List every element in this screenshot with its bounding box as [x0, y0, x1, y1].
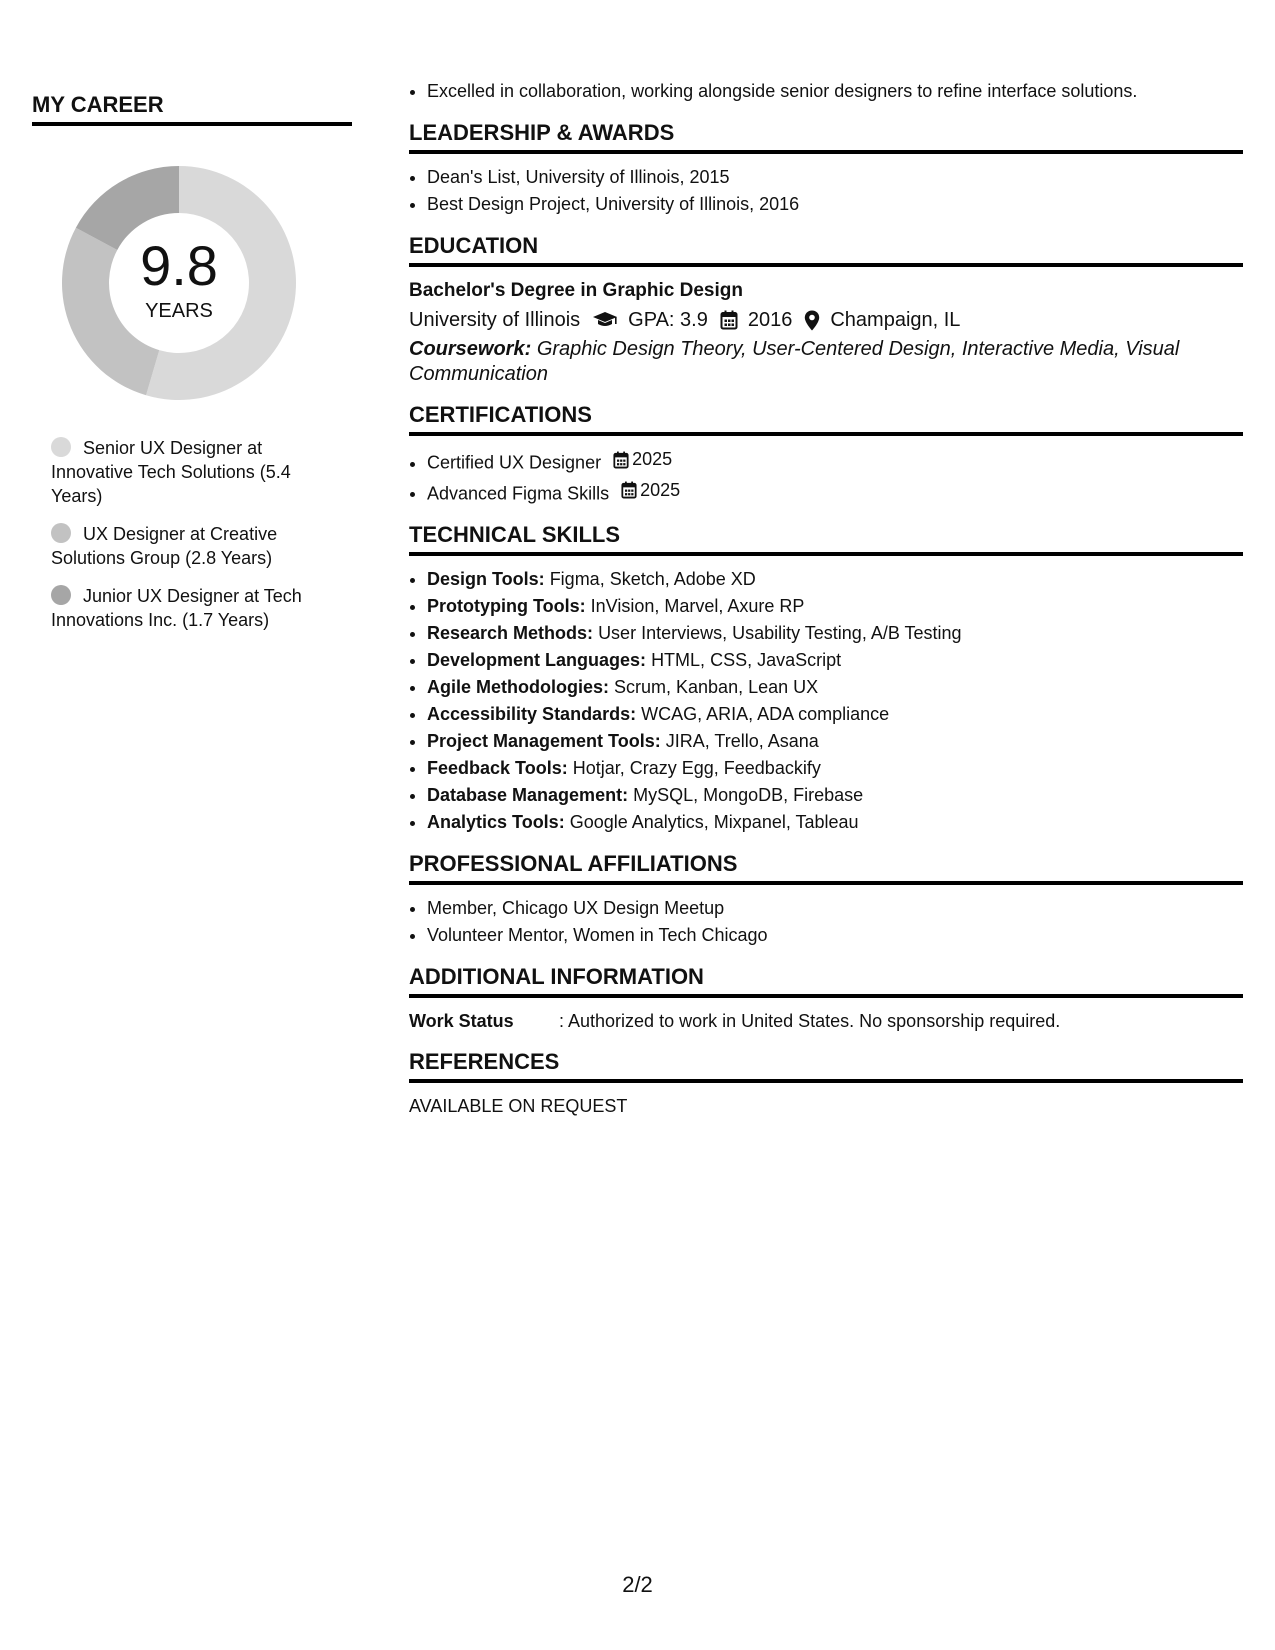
calendar-icon	[720, 310, 738, 330]
skill-value: Scrum, Kanban, Lean UX	[614, 677, 819, 697]
career-legend	[32, 436, 352, 632]
legend-dot	[51, 437, 71, 457]
skill-label: Agile Methodologies:	[427, 677, 609, 697]
list-item: • Dean's List, University of Illinois, 2015	[427, 164, 1243, 191]
degree-title: Bachelor's Degree in Graphic Design	[409, 280, 743, 301]
coursework	[409, 337, 1243, 387]
skill-label: Design Tools:	[427, 569, 545, 589]
leadership-heading: LEADERSHIP & AWARDS	[409, 119, 1243, 154]
skill-value: JIRA, Trello, Asana	[665, 731, 819, 751]
skill-value: HTML, CSS, JavaScript	[651, 650, 842, 670]
list-item	[427, 477, 1243, 508]
experience-tail-list	[409, 78, 1243, 105]
career-donut-chart	[54, 158, 304, 408]
skill-item	[427, 782, 1243, 809]
skill-value: Figma, Sketch, Adobe XD	[549, 569, 756, 589]
gpa: GPA: 3.9	[628, 309, 708, 331]
education-details	[409, 305, 1243, 335]
work-status-label: Work Status	[409, 1011, 514, 1031]
school-location: Champaign, IL	[830, 309, 961, 331]
total-years-unit: YEARS	[145, 299, 213, 322]
legend-label: UX Designer at Creative Solutions Group (2.8 Years)	[51, 524, 278, 568]
list-item: • Best Design Project, University of Illinois, 2016	[427, 191, 1243, 218]
skills-list	[409, 566, 1243, 836]
calendar-icon	[613, 451, 629, 469]
skill-label: Analytics Tools:	[427, 812, 565, 832]
right-column	[409, 78, 1243, 1119]
page-number: 2/2	[622, 1572, 653, 1597]
graduation-cap-icon	[592, 310, 618, 330]
affiliations-heading: PROFESSIONAL AFFILIATIONS	[409, 850, 1243, 885]
skill-item	[427, 701, 1243, 728]
skills-heading: TECHNICAL SKILLS	[409, 521, 1243, 556]
graduation-year: 2016	[747, 309, 793, 331]
coursework-label: Coursework:	[409, 338, 532, 360]
school-name: University of Illinois	[409, 309, 581, 331]
education-heading: EDUCATION	[409, 232, 1243, 267]
skill-label: Project Management Tools:	[427, 731, 661, 751]
list-item: • Member, Chicago UX Design Meetup	[427, 895, 1243, 922]
cert-date	[613, 446, 672, 473]
skill-label: Development Languages:	[427, 650, 647, 670]
skill-item	[427, 674, 1243, 701]
skill-value: Google Analytics, Mixpanel, Tableau	[569, 812, 859, 832]
skill-value: InVision, Marvel, Axure RP	[590, 596, 805, 616]
career-heading: MY CAREER	[32, 92, 352, 126]
left-column	[32, 92, 352, 646]
skill-value: User Interviews, Usability Testing, A/B Testing	[598, 623, 962, 643]
legend-item	[51, 436, 341, 508]
location-pin-icon	[804, 310, 820, 331]
references-heading: REFERENCES	[409, 1048, 1243, 1083]
skill-label: Prototyping Tools:	[427, 596, 586, 616]
skill-item	[427, 755, 1243, 782]
skill-label: Accessibility Standards:	[427, 704, 637, 724]
skill-item	[427, 809, 1243, 836]
list-item	[427, 446, 1243, 477]
certifications-heading: CERTIFICATIONS	[409, 401, 1243, 436]
skill-label: Research Methods:	[427, 623, 594, 643]
skill-label: Database Management:	[427, 785, 629, 805]
cert-name: Certified UX Designer	[427, 452, 602, 473]
references-text: AVAILABLE ON REQUEST	[409, 1096, 628, 1116]
skill-value: MySQL, MongoDB, Firebase	[633, 785, 864, 805]
skill-label: Feedback Tools:	[427, 758, 568, 778]
legend-item	[51, 522, 341, 570]
additional-heading: ADDITIONAL INFORMATION	[409, 963, 1243, 998]
skill-item	[427, 620, 1243, 647]
legend-item	[51, 584, 341, 632]
cert-date-text: 2025	[632, 449, 673, 469]
donut-center	[54, 158, 304, 408]
skill-value: WCAG, ARIA, ADA compliance	[641, 704, 890, 724]
work-status-value: : Authorized to work in United States. No sponsorship required.	[559, 1011, 1061, 1031]
legend-dot	[51, 523, 71, 543]
coursework-list: Graphic Design Theory, User-Centered Design, Interactive Media, Visual Communication	[409, 338, 1180, 385]
legend-label: Junior UX Designer at Tech Innovations Inc. (1.7 Years)	[51, 586, 302, 630]
cert-name: Advanced Figma Skills	[427, 483, 610, 503]
work-status-row	[409, 1008, 1243, 1034]
legend-dot	[51, 585, 71, 605]
skill-item	[427, 728, 1243, 755]
skill-value: Hotjar, Crazy Egg, Feedbackify	[572, 758, 821, 778]
list-item: • Excelled in collaboration, working alongside senior designers to refine interface solutions.	[427, 78, 1243, 105]
cert-date-text: 2025	[640, 479, 681, 500]
certifications-list	[409, 446, 1243, 507]
skill-item	[427, 593, 1243, 620]
calendar-icon	[621, 481, 637, 499]
skill-item	[427, 566, 1243, 593]
list-item: • Volunteer Mentor, Women in Tech Chicago	[427, 922, 1243, 949]
leadership-list	[409, 164, 1243, 218]
skill-item	[427, 647, 1243, 674]
affiliations-list	[409, 895, 1243, 949]
total-years-value: 9.8	[140, 233, 218, 297]
legend-label: Senior UX Designer at Innovative Tech Solutions (5.4 Years)	[51, 438, 291, 506]
cert-date	[621, 477, 680, 504]
